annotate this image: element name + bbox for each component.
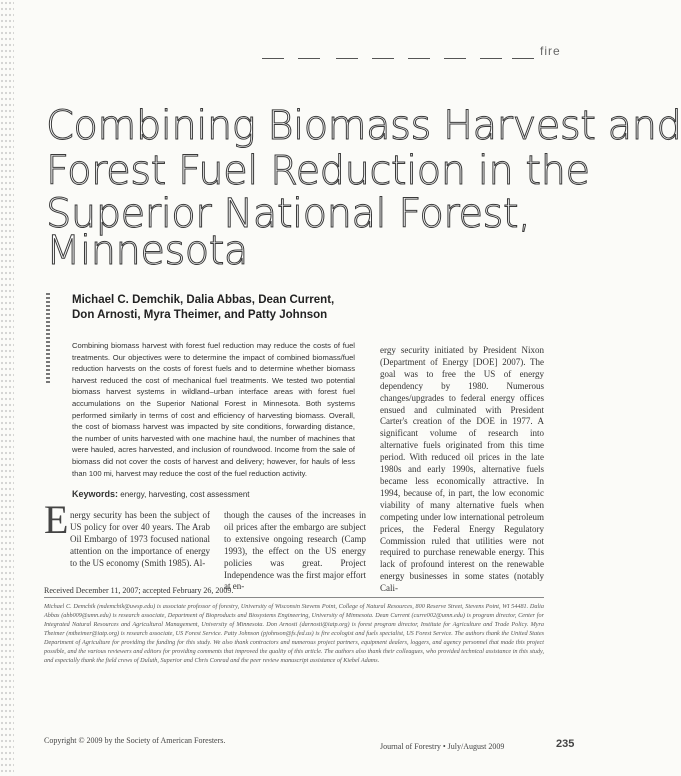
body-column-1: nergy security has been the subject of US policy for over 40 years. The Arab Oil Embargo of 1973 focused national attention on the importance of energy to the US economy (Smith 1985). Al- [70, 510, 210, 568]
header-rule [298, 58, 320, 59]
keywords-label: Keywords: [72, 489, 119, 499]
header-rule [336, 58, 358, 59]
copyright: Copyright © 2009 by the Society of American Foresters. [44, 736, 226, 745]
keywords-text: energy, harvesting, cost assessment [120, 490, 250, 499]
header-rule [372, 58, 394, 59]
title-line-2: Forest Fuel Reduction in the [46, 148, 590, 194]
scan-edge-speckle [0, 0, 14, 776]
author-notes: Michael C. Demchik (mdemchik@uwsp.edu) is associate professor of forestry, University of Wisconsin Stevens Point, College of Natural Resources, 800 Reserve Street, Stevens Point, WI 54481. Dalia Abbas (abb009@umn.edu) is research associate, Department of Bioproducts and Biosystems Engineering, University of Minnesota. Dean Current (curre002@umn.edu) is program director, Center for Integrated Natural Resources and Agricultural Management, University of Minnesota. Don Arnosti (darnosti@iatp.org) is forest program director, Institute for Agriculture and Trade Policy. Myra Theimer (mtheimer@iatp.org) is research associate, US Forest Service. Patty Johnson (pjohnson@fs.fed.us) is fire ecologist and fuels specialist, US Forest Service. The authors thank the United States Department of Agriculture for providing the funding for this study. We also thank contractors and numerous project partners, equipment dealers, loggers, and agency personnel that made this project possible, and the various reviewers and editors for providing comments that improved the quality of this article. The authors also thank their colleagues, who provided technical assistance in this study, and especially thank the field crews of Duluth, Superior and Chris Conrad and the peer review manuscript assistance of Kiebel Adams. [44, 603, 544, 664]
header-rule [444, 58, 466, 59]
footnote-rule [44, 597, 544, 598]
author-line: Don Arnosti, Myra Theimer, and Patty Johnson [72, 308, 328, 321]
keywords [72, 489, 250, 499]
page-number: 235 [556, 738, 575, 750]
drop-cap: E [44, 497, 69, 542]
body-column-3: ergy security initiated by President Nixon (Department of Energy [DOE] 2007). The goal was to free the US of energy dependency by 1980. Numerous changes/upgrades to federal energy offices ensued and culminated with President Carter's creation of the DOE in 1977. A significant volume of research into alternative fuels originated from this time period. With reduced oil prices in the late 1980s and early 1990s, alternative fuels became less economically attractive. In 1994, because of, in part, the low economic viability of many alternative fuels when competing under low international petroleum prices, the Federal Energy Regulatory Commission ruled that utilities were not required to purchase renewable energy. This lack of profound interest on the renewable energy businesses in some states (notably Cali- [380, 345, 544, 594]
author-line: Michael C. Demchik, Dalia Abbas, Dean Current, [72, 294, 335, 306]
section-label: fire [540, 44, 561, 58]
author-list [72, 293, 342, 322]
received-date: Received December 11, 2007; accepted February 26, 2009. [44, 586, 234, 595]
journal-footer: Journal of Forestry • July/August 2009 [380, 742, 505, 751]
abstract: Combining biomass harvest with forest fuel reduction may reduce the costs of fuel treatments. Our objectives were to determine the impact of combined biomass/fuel reduction harvests on the costs of forest fuels and to determine whether biomass harvest reduced the cost of mechanical fuel treatments. We tested two potential biomass harvest systems in wildland–urban interface areas with forest fuel accumulations on the Superior National Forest in Minnesota. Both systems performed similarly in terms of cost and efficiency of harvesting biomass. Overall, the cost of biomass harvest was impacted by site conditions, forwarding distance, the number of units harvested with one machine haul, the number of machines that were hauled, acres harvested, and inclusion of roundwood. Income from the sale of biomass did not cover the costs of harvest and delivery; however, for hauls of less than 100 mi, harvest may reduce the cost of the fuel reduction activity. [72, 341, 355, 478]
title-line-3: Superior National Forest, [46, 191, 531, 237]
header-rule [480, 58, 502, 59]
body-column-1-top [70, 510, 210, 570]
title-line-1: Combining Biomass Harvest and [46, 103, 681, 149]
title-line-4: Minnesota [46, 228, 248, 274]
header-rule [262, 58, 284, 59]
body-column-2: though the causes of the increases in oil prices after the embargo are subject to extensive ongoing research (Camp 1993), the effect on the US energy policies was great. Project Independence was the first major effort at en- [224, 510, 366, 592]
abstract-side-bar [46, 293, 50, 383]
header-rule [408, 58, 430, 59]
header-rule [512, 58, 534, 59]
